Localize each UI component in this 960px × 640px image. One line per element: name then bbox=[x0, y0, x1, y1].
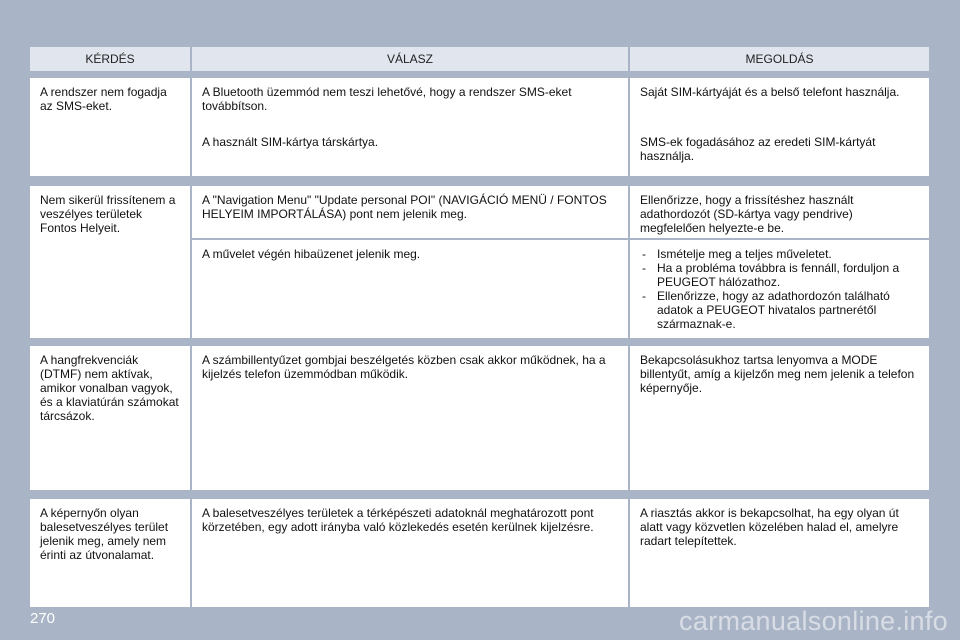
answer-cell bbox=[192, 240, 628, 338]
question-cell bbox=[30, 186, 190, 338]
header-question: KÉRDÉS bbox=[30, 47, 190, 71]
solution-text: Saját SIM-kártyáját és a belső telefont használja. bbox=[640, 85, 900, 99]
list-item: - Ellenőrizze, hogy az adathordozón található adatok a PEUGEOT hivatalos partnerétől származnak-e. bbox=[640, 289, 919, 331]
solution-cell bbox=[630, 346, 929, 490]
solution-cell bbox=[630, 499, 929, 607]
solution-text: SMS-ek fogadásához az eredeti SIM-kártyát használja. bbox=[640, 135, 876, 163]
question-text: A hangfrekvenciák (DTMF) nem aktívak, amikor vonalban vagyok, és a klaviatúrán számokat tárcsázok. bbox=[40, 353, 179, 423]
answer-text: A Bluetooth üzemmód nem teszi lehetővé, hogy a rendszer SMS-eket továbbítson. bbox=[202, 85, 572, 113]
answer-text: A művelet végén hibaüzenet jelenik meg. bbox=[202, 247, 421, 261]
list-item: - Ha a probléma továbbra is fennáll, forduljon a PEUGEOT hálózathoz. bbox=[640, 261, 919, 289]
solution-list bbox=[640, 247, 919, 331]
question-cell bbox=[30, 499, 190, 607]
solution-cell bbox=[630, 186, 929, 238]
answer-text: A "Navigation Menu" "Update personal POI" (NAVIGÁCIÓ MENÜ / FONTOS HELYEIM IMPORTÁLÁSA) pont nem jelenik meg. bbox=[202, 193, 607, 221]
solution-cell bbox=[630, 240, 929, 338]
list-item: - Ismételje meg a teljes műveletet. bbox=[640, 247, 919, 261]
answer-text: A balesetveszélyes területek a térképészeti adatoknál meghatározott pont körzetében, egy adott irányba való közlekedés esetén kerülnek kijelzésre. bbox=[202, 506, 594, 534]
answer-cell bbox=[192, 499, 628, 607]
header-answer: VÁLASZ bbox=[192, 47, 628, 71]
solution-cell bbox=[630, 78, 929, 176]
question-cell bbox=[30, 346, 190, 490]
header-solution: MEGOLDÁS bbox=[630, 47, 929, 71]
watermark: carmanualsonline.info bbox=[679, 606, 948, 636]
solution-text: A riasztás akkor is bekapcsolhat, ha egy olyan út alatt vagy közvetlen közelében halad el, amelyre radart telepítettek. bbox=[640, 506, 899, 548]
page-number: 270 bbox=[30, 610, 56, 627]
answer-cell bbox=[192, 186, 628, 238]
answer-cell bbox=[192, 346, 628, 490]
answer-text: A számbillentyűzet gombjai beszélgetés közben csak akkor működnek, ha a kijelzés telefon üzemmódban működik. bbox=[202, 353, 606, 381]
question-text: A képernyőn olyan balesetveszélyes terület jelenik meg, amely nem érinti az útvonalamat. bbox=[40, 506, 169, 562]
question-text: A rendszer nem fogadja az SMS-eket. bbox=[40, 85, 167, 113]
answer-cell bbox=[192, 78, 628, 176]
solution-text: Bekapcsolásukhoz tartsa lenyomva a MODE billentyűt, amíg a kijelzőn meg nem jelenik a telefon képernyője. bbox=[640, 353, 915, 395]
answer-text: A használt SIM-kártya társkártya. bbox=[202, 135, 379, 149]
question-text: Nem sikerül frissítenem a veszélyes területek Fontos Helyeit. bbox=[40, 193, 176, 235]
question-cell bbox=[30, 78, 190, 176]
solution-text: Ellenőrizze, hogy a frissítéshez használt adathordozót (SD-kártya vagy pendrive) megfelelően helyezte-e be. bbox=[640, 193, 854, 235]
